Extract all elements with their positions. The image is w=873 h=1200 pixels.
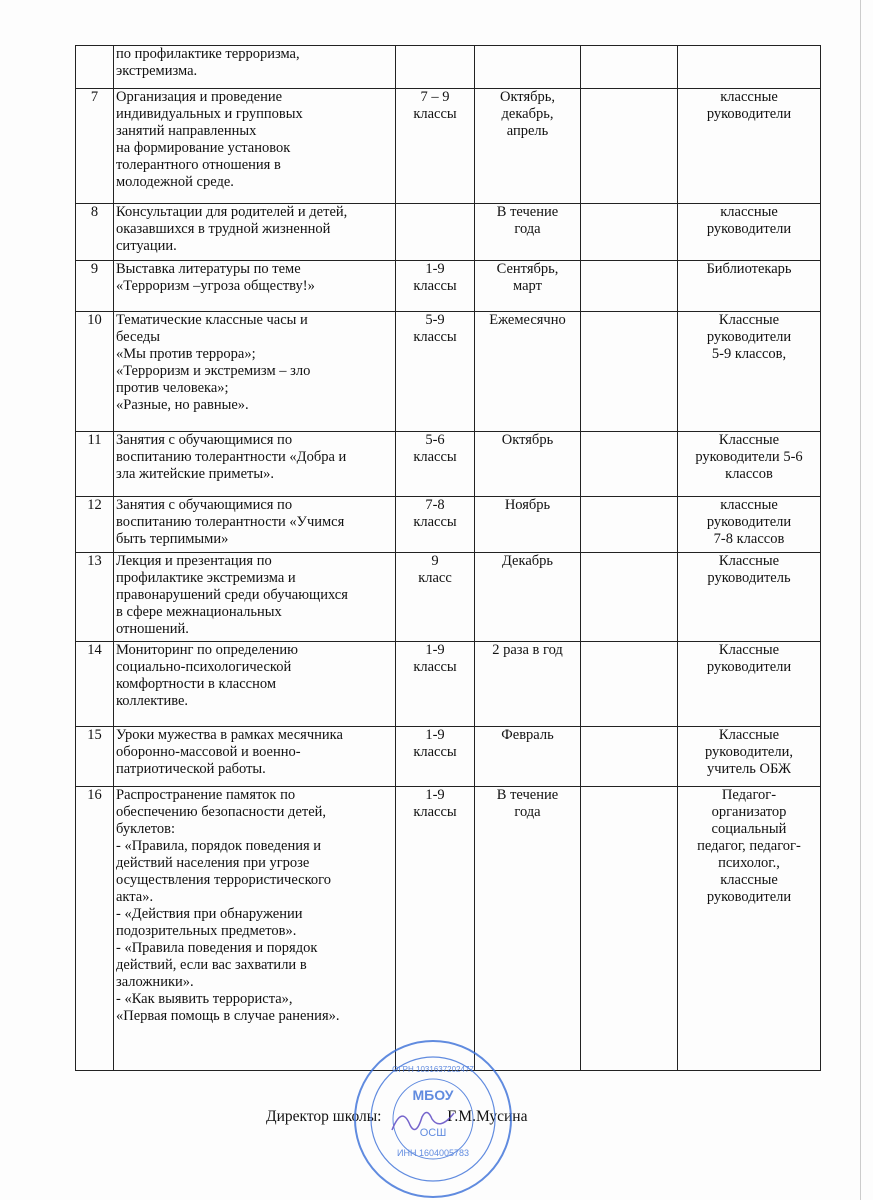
event-cell: Организация и проведение индивидуальных и групповых занятий направленных на формирование установок толерантного отношения в молодежной среде.	[114, 89, 396, 204]
classes-cell: 7-8 классы	[396, 497, 475, 553]
responsible-cell: Классные руководители	[678, 642, 821, 727]
row-number: 8	[76, 204, 114, 261]
classes-cell: 1-9 классы	[396, 261, 475, 312]
responsible-cell: классные руководители 7-8 классов	[678, 497, 821, 553]
extra-cell	[581, 89, 678, 204]
scan-edge	[860, 0, 861, 1200]
classes-cell: 5-6 классы	[396, 432, 475, 497]
event-cell: Занятия с обучающимися по воспитанию толерантности «Добра и зла житейские приметы».	[114, 432, 396, 497]
classes-cell: 1-9 классы	[396, 787, 475, 1071]
event-cell: по профилактике терроризма, экстремизма.	[114, 46, 396, 89]
responsible-cell	[678, 46, 821, 89]
extra-cell	[581, 787, 678, 1071]
table-row	[76, 312, 821, 432]
row-number: 13	[76, 553, 114, 642]
event-cell: Консультации для родителей и детей, оказавшихся в трудной жизненной ситуации.	[114, 204, 396, 261]
date-cell: Ноябрь	[475, 497, 581, 553]
table-row	[76, 46, 821, 89]
row-number: 16	[76, 787, 114, 1071]
classes-cell: 5-9 классы	[396, 312, 475, 432]
responsible-cell: классные руководители	[678, 204, 821, 261]
classes-cell: 1-9 классы	[396, 642, 475, 727]
date-cell: В течение года	[475, 204, 581, 261]
event-cell: Тематические классные часы и беседы «Мы против террора»; «Терроризм и экстремизм – зло против человека»; «Разные, но равные».	[114, 312, 396, 432]
date-cell	[475, 46, 581, 89]
event-cell: Распространение памяток по обеспечению безопасности детей, буклетов: - «Правила, порядок поведения и действий населения при угрозе осуществления террористического акта». - «Действия при обнаружении подозрительных предметов». - «Правила поведения и порядок действий, если вас захватили в заложники». - «Как выявить террориста», «Первая помощь в случае ранения».	[114, 787, 396, 1071]
date-cell: Сентябрь, март	[475, 261, 581, 312]
table-row	[76, 787, 821, 1071]
responsible-cell: Библиотекарь	[678, 261, 821, 312]
extra-cell	[581, 497, 678, 553]
row-number: 14	[76, 642, 114, 727]
event-cell: Занятия с обучающимися по воспитанию толерантности «Учимся быть терпимыми»	[114, 497, 396, 553]
date-cell: Октябрь	[475, 432, 581, 497]
date-cell: Октябрь, декабрь, апрель	[475, 89, 581, 204]
extra-cell	[581, 204, 678, 261]
responsible-cell: классные руководители	[678, 89, 821, 204]
responsible-cell: Классные руководители 5-6 классов	[678, 432, 821, 497]
stamp-center: МБОУ	[412, 1087, 454, 1103]
responsible-cell: Классные руководитель	[678, 553, 821, 642]
table-row	[76, 261, 821, 312]
date-cell: Декабрь	[475, 553, 581, 642]
stamp-school: ОСШ	[419, 1127, 447, 1139]
extra-cell	[581, 312, 678, 432]
table-row	[76, 89, 821, 204]
signature-label: Директор школы:	[266, 1108, 382, 1125]
classes-cell	[396, 204, 475, 261]
row-number: 10	[76, 312, 114, 432]
table-row	[76, 432, 821, 497]
date-cell: Ежемесячно	[475, 312, 581, 432]
event-cell: Уроки мужества в рамках месячника оборонно-массовой и военно- патриотической работы.	[114, 727, 396, 787]
row-number: 15	[76, 727, 114, 787]
stamp-ogrn: ОГРН 1031637202477	[392, 1065, 474, 1074]
classes-cell	[396, 46, 475, 89]
classes-cell: 1-9 классы	[396, 727, 475, 787]
responsible-cell: Классные руководители, учитель ОБЖ	[678, 727, 821, 787]
extra-cell	[581, 46, 678, 89]
stamp-inn: ИНН 1604005783	[396, 1148, 470, 1158]
event-cell: Выставка литературы по теме «Терроризм –угроза обществу!»	[114, 261, 396, 312]
classes-cell: 7 – 9 классы	[396, 89, 475, 204]
school-stamp	[352, 1038, 514, 1200]
table-row	[76, 642, 821, 727]
director-name: Г.М.Мусина	[447, 1108, 528, 1125]
extra-cell	[581, 553, 678, 642]
row-number: 12	[76, 497, 114, 553]
row-number: 11	[76, 432, 114, 497]
date-cell: Февраль	[475, 727, 581, 787]
event-cell: Мониторинг по определению социально-психологической комфортности в классном коллективе.	[114, 642, 396, 727]
row-number	[76, 46, 114, 89]
table-row	[76, 497, 821, 553]
extra-cell	[581, 261, 678, 312]
table-row	[76, 727, 821, 787]
classes-cell: 9 класс	[396, 553, 475, 642]
row-number: 9	[76, 261, 114, 312]
table-row	[76, 204, 821, 261]
extra-cell	[581, 727, 678, 787]
row-number: 7	[76, 89, 114, 204]
table-row	[76, 553, 821, 642]
responsible-cell: Классные руководители 5-9 классов,	[678, 312, 821, 432]
event-cell: Лекция и презентация по профилактике экстремизма и правонарушений среди обучающихся в сфере межнациональных отношений.	[114, 553, 396, 642]
date-cell: В течение года	[475, 787, 581, 1071]
extra-cell	[581, 432, 678, 497]
extra-cell	[581, 642, 678, 727]
plan-table	[75, 45, 821, 1071]
responsible-cell: Педагог- организатор социальный педагог, педагог- психолог., классные руководители	[678, 787, 821, 1071]
date-cell: 2 раза в год	[475, 642, 581, 727]
